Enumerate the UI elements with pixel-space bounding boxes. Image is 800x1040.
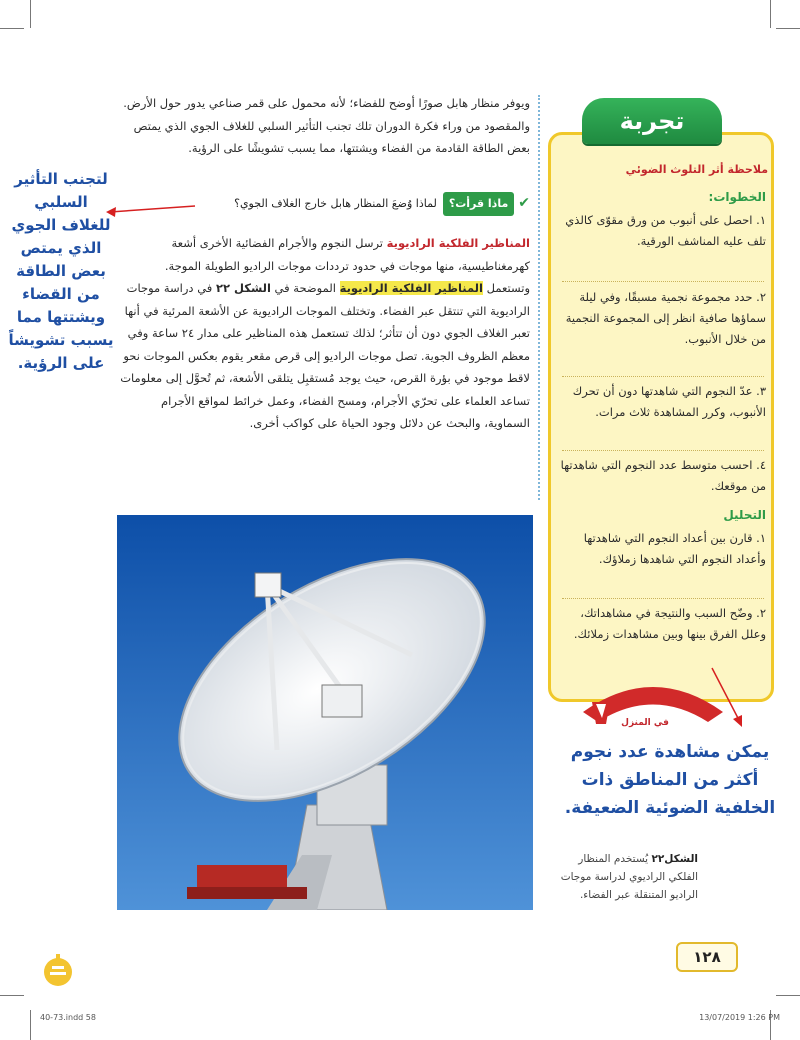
figure-reference: الشكل ٢٢ bbox=[215, 281, 271, 295]
figure-label: الشكل٢٢ bbox=[651, 853, 698, 865]
radio-telescope-paragraph: المناظير الفلكية الراديوية ترسل النجوم والأجرام الفضائية الأخرى أشعة كهرمغناطيسية، منها موجات في حدود ترددات موجات الراديو الطويلة الموجة. وتستعمل المناظير الفلكية الراديوية الموضحة في الشكل ٢٢ في دراسة موجات الراديوية التي تنتقل عبر الفضاء. وتختلف الموجات الراديوية عن الأشعة المرئية في أنها تعبر الغلاف الجوي دون أن تتأثر؛ لذلك تستعمل هذه المناظير على مدار ٢٤ ساعة وفي معظم الظروف الجوية. تصل موجات الراديو إلى قرص مقعر يقوم بعكس الموجات نحو لاقط موجود في بؤرة القرص، حيث يوجد مُستقبِل يتلقى الأشعة، ثم تُحوَّل إلى معلومات تساعد العلماء على تحرّي الأجرام، ومسح الفضاء، وعمل خرائط لمواقع الأجرام السماوية، والبحث عن دلائل وجود الحياة على كواكب أخرى. bbox=[120, 236, 530, 430]
check-icon: ✔ bbox=[518, 195, 530, 211]
footer-timestamp: 13/07/2019 1:26 PM bbox=[699, 1013, 780, 1022]
footer-file: 40-73.indd 58 bbox=[40, 1013, 96, 1022]
step-3: ٣. عدّ النجوم التي شاهدتها دون أن تحرك الأنبوب، وكرر المشاهدة ثلاث مرات. bbox=[572, 384, 766, 419]
figure-caption bbox=[548, 850, 698, 910]
intro-paragraph: ويوفر منظار هابل صورًا أوضح للفضاء؛ لأنه محمول على قمر صناعي يدور حول الأرض. والمقصود من وراء فكرة الدوران تلك تجنب التأثير السلبي للغلاف الجوي الذي يمتص بعض الطاقة القادمة من الفضاء ويشتتها، مما يسبب تشويشًا على الرؤية. bbox=[123, 96, 530, 155]
left-annotation: لتجنب التأثير السلبي للغلاف الجوي الذي يمتص بعض الطاقة من القضاء ويشتتها مما يسبب تشويشاً على الرؤية. bbox=[8, 170, 114, 372]
steps-heading: الخطوات: bbox=[708, 190, 766, 204]
step-2: ٢. حدد مجموعة نجمية مسبقًا، وفي ليلة سماؤها صافية انظر إلى المجموعة النجمية من خلال الأنبوب. bbox=[565, 290, 766, 346]
home-label: في المنزل bbox=[621, 718, 669, 728]
experiment-title: ملاحظة أثر التلوث الضوئي bbox=[625, 163, 768, 176]
step-4: ٤. احسب متوسط عدد النجوم التي شاهدتها من موقعك. bbox=[560, 458, 766, 493]
reading-check-label: ماذا قرأت؟ bbox=[443, 192, 514, 216]
analysis-heading: التحليل bbox=[723, 508, 766, 522]
figure-caption-text: يُستخدم المنظار الفلكي الراديوي لدراسة موجات الراديو المتنقلة عبر الفضاء. bbox=[560, 853, 698, 901]
analysis-2: ٢. وضّح السبب والنتيجة في مشاهداتك، وعلل الفرق بينها وبين مشاهدات زملائك. bbox=[573, 606, 766, 641]
step-1: ١. احصل على أنبوب من ورق مقوّى كالذي تلف عليه المناشف الورقية. bbox=[565, 213, 766, 248]
publisher-logo bbox=[42, 950, 74, 990]
highlighted-term: المناظير الفلكية الراديوية bbox=[339, 281, 483, 295]
right-annotation: يمكن مشاهدة عدد نجوم أكثر من المناطق ذات الخلفية الضوئية الضعيفة. bbox=[564, 742, 776, 818]
analysis-1: ١. قارن بين أعداد النجوم التي شاهدتها وأعداد النجوم التي شاهدها زملاؤك. bbox=[583, 531, 766, 566]
left-arrow-head bbox=[106, 207, 116, 217]
reading-check-question: لماذا وُضعَ المنظار هابل خارج الغلاف الجوي؟ bbox=[234, 197, 437, 210]
page-number: ١٢٨ bbox=[676, 942, 738, 972]
right-arrow bbox=[712, 668, 740, 722]
experiment-tab: تجربة bbox=[582, 98, 722, 144]
left-arrow bbox=[110, 206, 195, 212]
section-heading: المناظير الفلكية الراديوية bbox=[386, 236, 530, 250]
